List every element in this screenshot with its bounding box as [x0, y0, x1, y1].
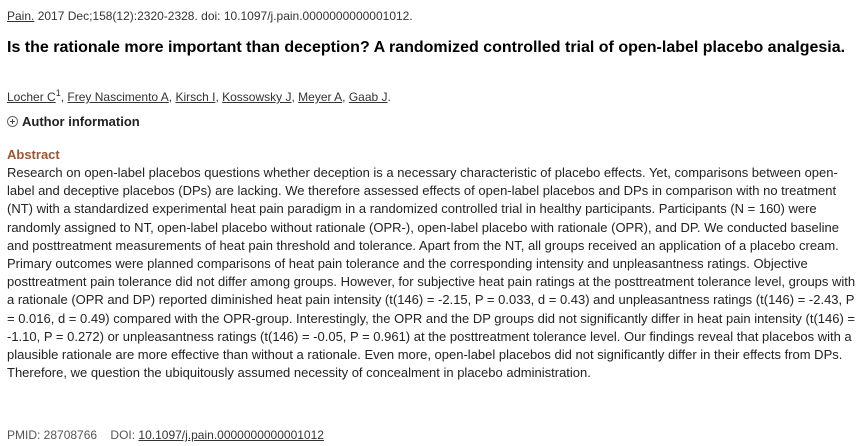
author-link[interactable]: Gaab J [348, 90, 388, 104]
doi-label: DOI: [110, 428, 139, 442]
abstract-text: Research on open-label placebos questions whether deception is a necessary characteristic of placebo effects. Yet, comparisons between open-label and deceptive placebos (DPs) are lacking. We therefore assessed effects of open-label placebos and DPs in comparison with no treatment (NT) with a standardized experimental heat pain paradigm in a randomized controlled trial in healthy participants. Participants (N = 160) were randomly assigned to NT, open-label placebo without rationale (OPR-), open-label placebo with rationale (OPR), and DP. We conducted baseline and posttreatment measurements of heat pain threshold and tolerance. Apart from the NT, all groups received an application of a placebo cream. Primary outcomes were planned comparisons of heat pain tolerance and the corresponding intensity and unpleasantness ratings. Objective posttreatment pain tolerance did not differ among groups. However, for subjective heat pain ratings at the posttreatment tolerance level, groups with a rationale (OPR and DP) reported diminished heat pain intensity (t(146) = -2.15, P = 0.033, d = 0.43) and unpleasantness ratings (t(146) = -2.43, P = 0.016, d = 0.49) compared with the OPR-group. Interestingly, the OPR and the DP groups did not significantly differ in heat pain intensity (t(146) = -1.10, P = 0.272) or unpleasantness ratings (t(146) = -0.05, P = 0.961) at the posttreatment tolerance level. Our findings reveal that placebos with a plausible rationale are more effective than without a rationale. Even more, open-label placebos did not significantly differ in their effects from DPs. Therefore, we question the ubiquitously assumed necessity of concealment in placebo administration. [7, 165, 856, 381]
author-information-toggle[interactable] [7, 114, 140, 129]
expand-plus-icon [7, 116, 18, 127]
author-link[interactable]: Locher C [7, 90, 56, 104]
author-link[interactable]: Kossowsky J [222, 90, 292, 104]
author-information-label: Author information [22, 114, 140, 129]
author-link[interactable]: Kirsch I [175, 90, 216, 104]
journal-link[interactable]: Pain. [7, 9, 35, 23]
author-affiliation-sup: 1 [55, 88, 61, 98]
pmid-label: PMID: 28708766 [7, 428, 98, 442]
citation-line [7, 9, 413, 23]
author-list: Locher $C^1$, Frey Nascimento A, Kirsch I, Kossowsky J, Meyer A, Gaab J. [7, 88, 391, 104]
identifier-footer [7, 428, 324, 442]
citation-details: 2017 Dec;158(12):2320-2328. doi: 10.1097/j.pain.0000000000001012. [34, 9, 413, 23]
author-link[interactable]: Meyer A [298, 90, 343, 104]
abstract-heading: Abstract [7, 147, 60, 162]
article-title: Is the rationale more important than deception? A randomized controlled trial of open-label placebo analgesia. [7, 39, 846, 56]
author-link[interactable]: Frey Nascimento A [67, 90, 169, 104]
doi-link[interactable]: 10.1097/j.pain.0000000000001012 [138, 428, 324, 442]
